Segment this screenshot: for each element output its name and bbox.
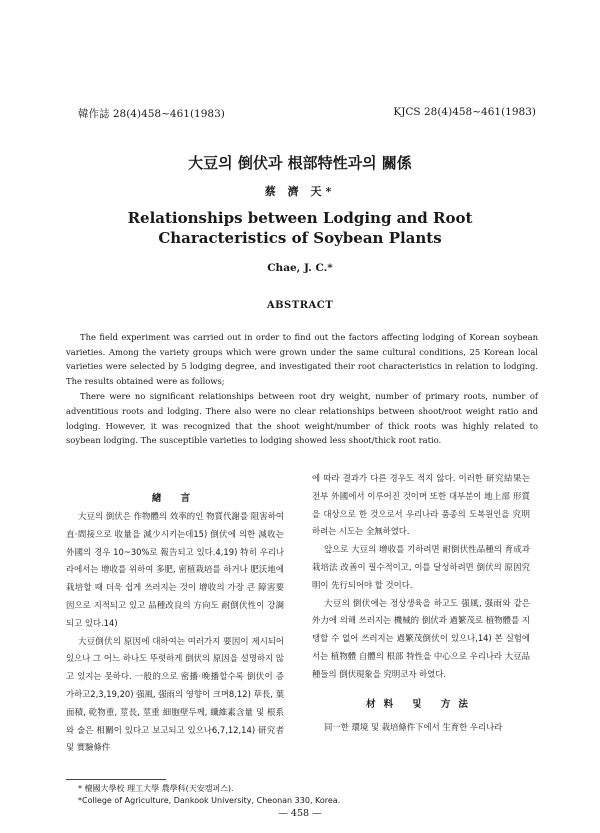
title-english-line-1: Relationships between Lodging and Root xyxy=(127,209,473,227)
right-column xyxy=(312,470,530,737)
title-english xyxy=(0,208,600,248)
abstract-paragraph: There were no significant relationships between root dry weight, number of primary roots, number of adventitious roots and lodging. There also were no clear relationships between shoot/root weight ratio and lodging. However, it was recognized that the shoot weight/number of thick roots was highly related to soybean lodging. The susceptible varieties to lodging showed less shoot/thick root ratio. xyxy=(66,391,538,446)
body-paragraph: 에 따라 결과가 다른 경우도 적지 않다. 이러한 研究結果는 전부 外國에서 이루어진 것이며 또한 대부분이 地上部 形質을 대상으로 한 것으로서 우리나라 품종의 도복원인을 究明하려는 시도는 全無하였다. xyxy=(312,473,530,537)
body-paragraph: 大豆倒伏의 原因에 대하여는 여러가지 要因이 제시되어 있으나 그 어느 하나도 뚜렷하게 倒伏의 原因을 설명하지 않고 있지는 못하다. 一般的으로 密播·晩播할수록 倒伏이 증가하고2,3,19,20) 强風, 强雨의 영향이 크며8,12) 草長, 葉面積, 乾物重, 莖長, 莖重 細胞壁두께, 纖維素含量 및 根系와 술은 相關이 있다고 보고되고 있으나6,7,12,14) 研究者 및 實驗條件 xyxy=(66,635,284,753)
spacer xyxy=(312,684,530,692)
abstract-heading: ABSTRACT xyxy=(266,300,334,311)
footnote-korean: * 檀國大學校 理工大學 農學科(天安캠퍼스). xyxy=(78,784,234,793)
body-paragraph: 大豆의 倒伏에는 정상생육을 하고도 强風, 强雨와 같은 外力에 의해 쓰러지는 機械的 倒伏과 過繁茂로 植物體를 지탱할 수 없어 쓰러지는 過繁茂倒伏이 있으나,14) 본 실험에서는 植物體 自體의 根部 特性을 中心으로 우리나라 大豆品種들의 倒伏現象을 究明코자 하였다. xyxy=(312,597,530,679)
abstract-body xyxy=(66,330,538,449)
body-paragraph: 앞으로 大豆의 增收를 기하려면 耐倒伏性品種의 育成과 栽培法 改善이 필수적이고, 이를 달성하려면 倒伏의 原因究明이 先行되어야 할 것이다. xyxy=(312,544,530,590)
page-number: — 458 — xyxy=(278,808,322,819)
author-english: Chae, J. C.* xyxy=(267,262,333,274)
section-heading-introduction: 緖 言 xyxy=(151,493,199,504)
section-heading-methods: 材料 및 方法 xyxy=(366,698,476,710)
left-column xyxy=(66,493,284,757)
footnote-english: *College of Agriculture, Dankook University, Cheonan 330, Korea. xyxy=(78,796,341,805)
running-header-left: 韓作誌 28(4)458~461(1983) xyxy=(78,108,225,120)
footnote-divider xyxy=(66,779,166,780)
body-paragraph: 大豆의 倒伏은 作物體의 效率的인 物質代謝를 阻害하여 直·間接으로 收量을 減少시키는데15) 倒伏에 의한 減收는 外國의 경우 10~30%로 報告되고 있다.4,19) 特히 우리나라에서는 增收를 위하여 多肥, 密植栽培를 하거나 肥沃地에 栽培할 때 더욱 쉽게 쓰러지는 것이 增收의 가장 큰 障害要因으로 지적되고 있고 品種改良의 方向도 耐倒伏性이 강調되고 있다.14) xyxy=(66,511,284,628)
title-english-line-2: Characteristics of Soybean Plants xyxy=(158,229,442,247)
author-korean: 蔡 濟 天* xyxy=(264,185,336,198)
body-paragraph: 同一한 環境 및 栽培條件下에서 生育한 우리나라 xyxy=(324,722,503,733)
title-korean: 大豆의 倒伏과 根部特性과의 關係 xyxy=(188,154,412,172)
abstract-paragraph: The field experiment was carried out in order to find out the factors affecting lodging of Korean soybean varieties. Among the variety groups which were grown under the same cultural conditions, 25 Korean local varieties were selected by 5 lodging degree, and investigated their root characteristics in relation to lodging. The results obtained were as follows; xyxy=(66,332,538,386)
running-header-right: KJCS 28(4)458~461(1983) xyxy=(393,106,536,118)
footnote xyxy=(78,783,340,807)
